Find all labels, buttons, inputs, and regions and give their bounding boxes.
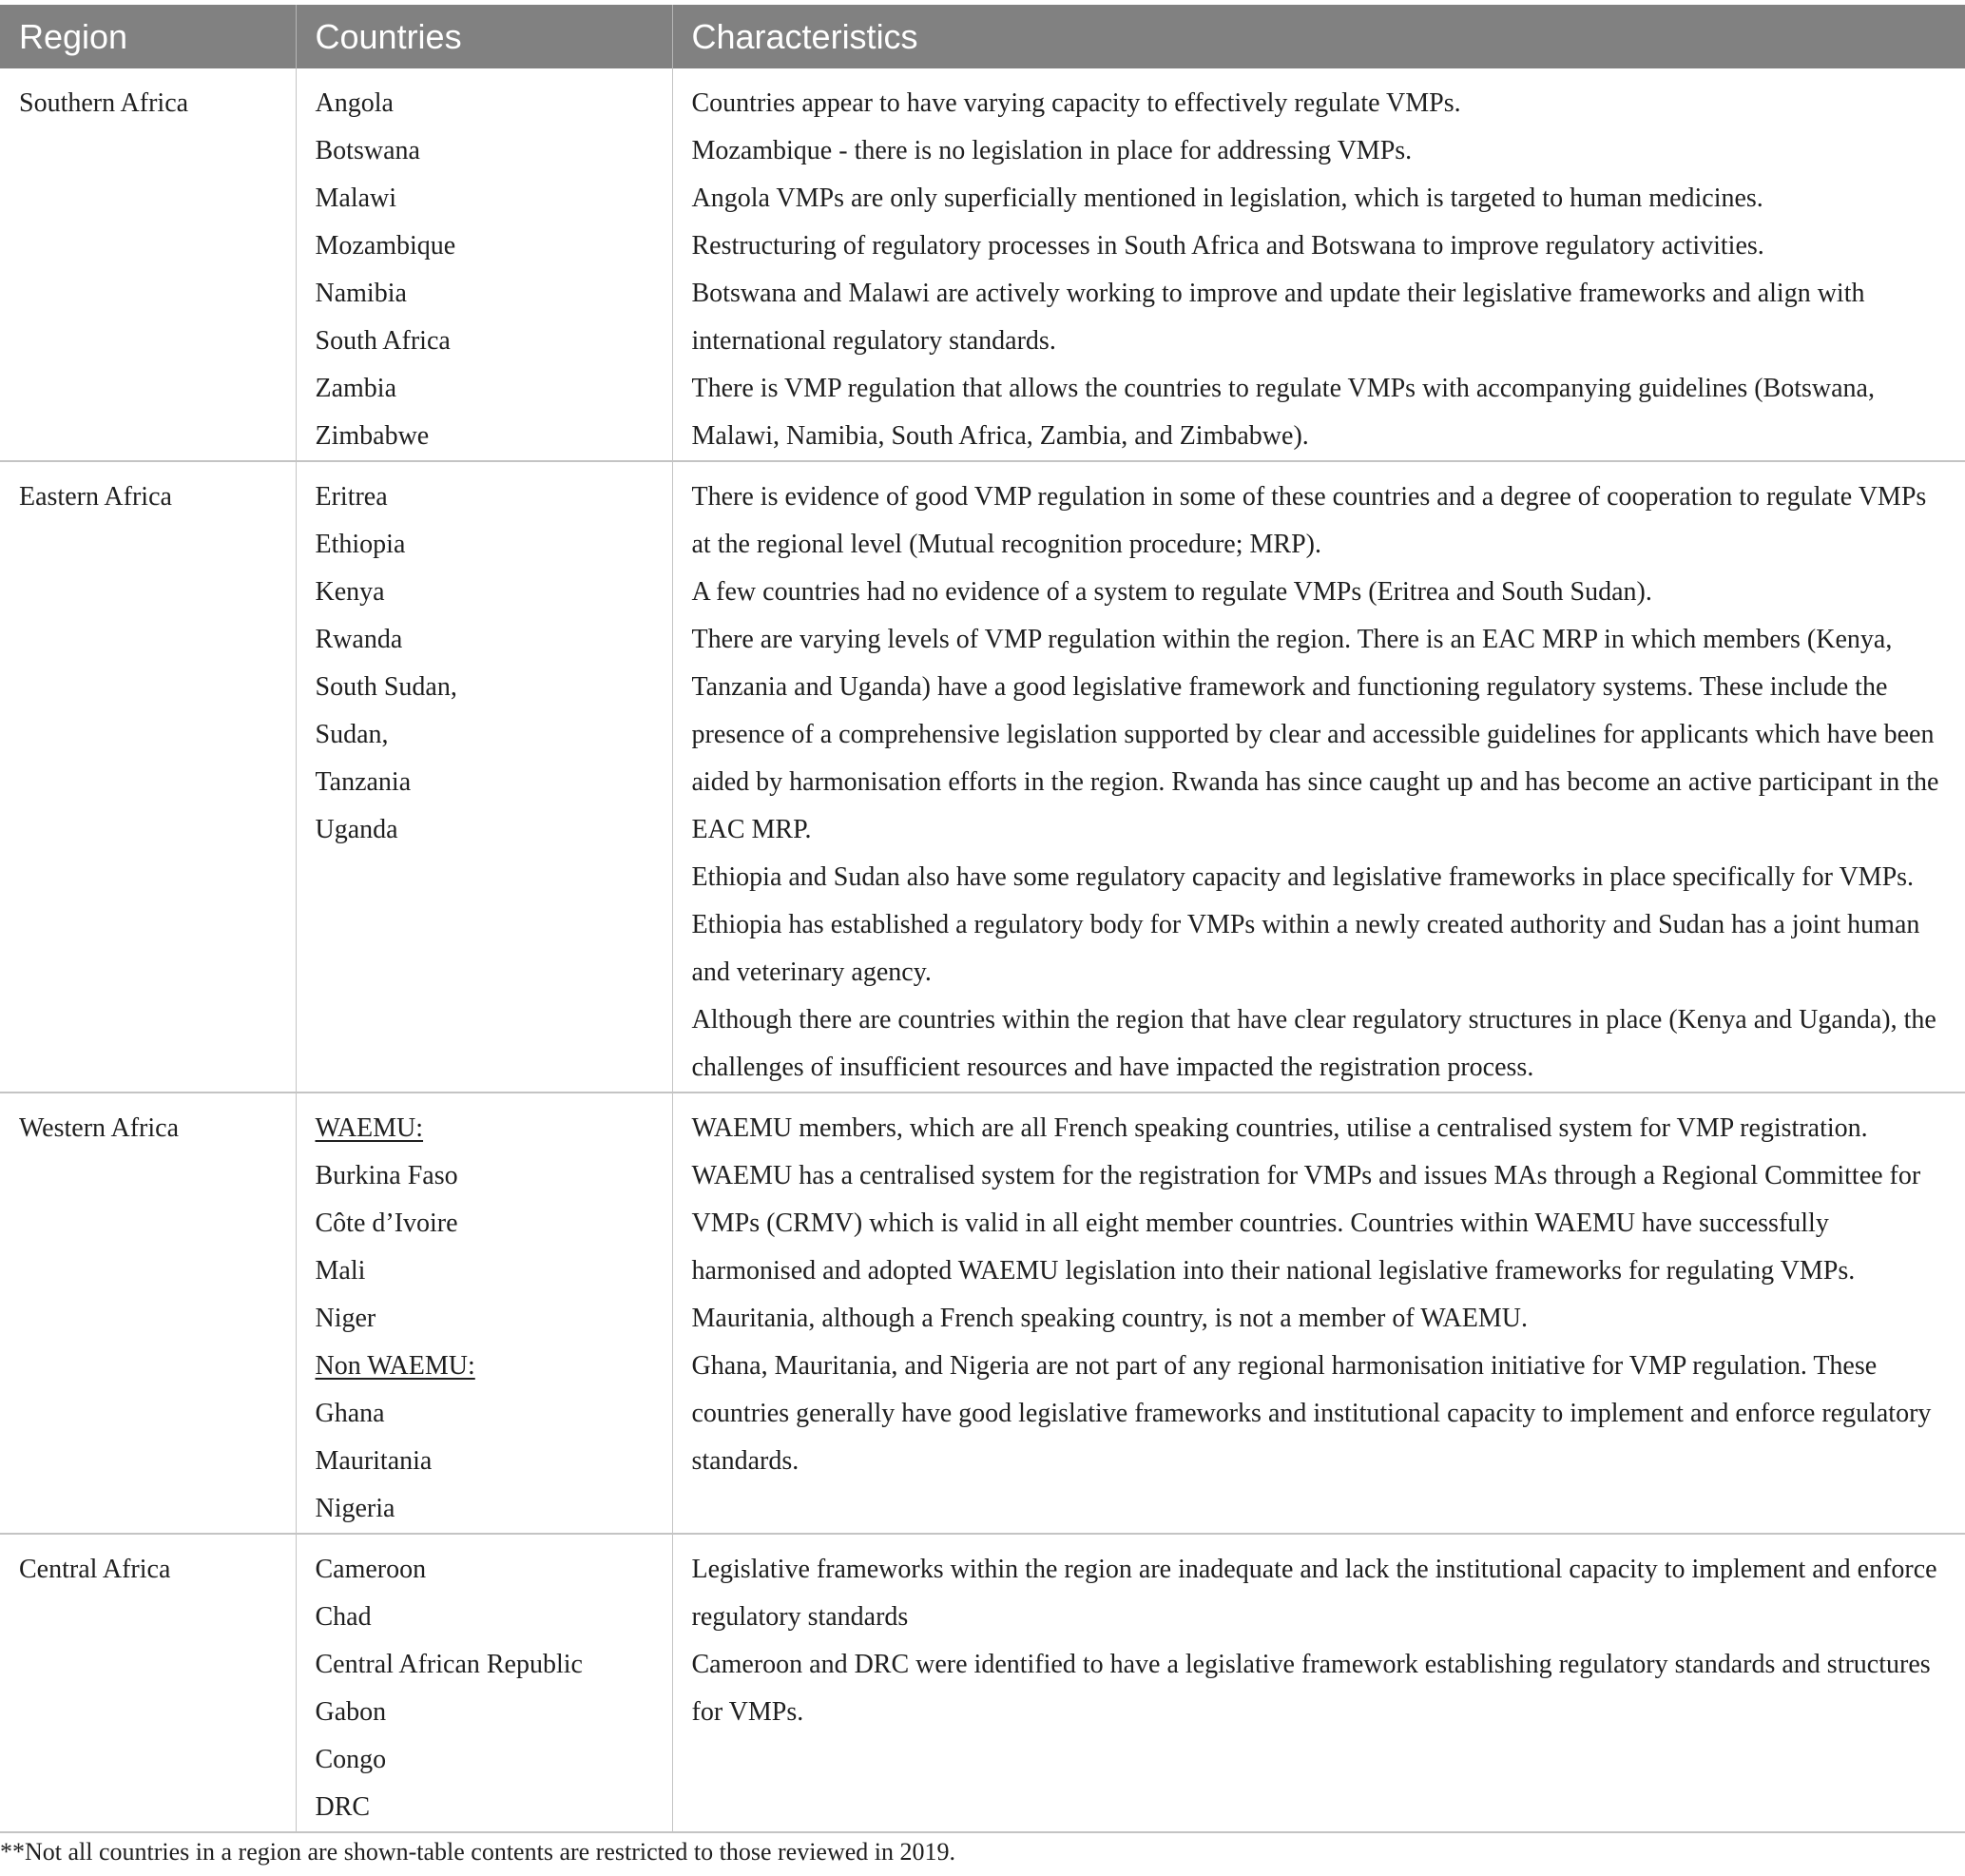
characteristic-paragraph: Although there are countries within the region that have clear regulatory structures in place (Kenya and Uganda), the challenges of insufficient resources and have impacted the registration process.	[691, 1005, 1936, 1082]
characteristic-paragraph: Countries appear to have varying capacity to effectively regulate VMPs.	[691, 88, 1461, 118]
country-item: Sudan,	[315, 720, 389, 749]
characteristic-paragraph: There are varying levels of VMP regulation within the region. There is an EAC MRP in which members (Kenya, Tanzania and Uganda) have a good legislative framework and functioning regulatory systems. These include the presence of a comprehensive legislation supported by clear and accessible guidelines for applicants which have been aided by harmonisation efforts in the region. Rwanda has since caught up and has become an active participant in the EAC MRP.	[691, 625, 1939, 844]
characteristic-paragraph: Mauritania, although a French speaking country, is not a member of WAEMU.	[691, 1304, 1528, 1333]
header-characteristics: Characteristics	[672, 5, 1965, 68]
region-cell: Southern Africa	[0, 68, 296, 461]
table-footnote: **Not all countries in a region are shown-table contents are restricted to those reviewed in 2019.	[0, 1838, 956, 1866]
characteristic-paragraph: Mozambique - there is no legislation in place for addressing VMPs.	[691, 136, 1413, 165]
country-item: DRC	[315, 1792, 371, 1822]
country-item: Zambia	[315, 374, 397, 403]
characteristic-paragraph: A few countries had no evidence of a system to regulate VMPs (Eritrea and South Sudan).	[691, 577, 1652, 607]
characteristic-paragraph: WAEMU has a centralised system for the registration for VMPs and issues MAs through a Regional Committee for VMPs (CRMV) which is valid in all eight member countries. Countries within WAEMU have successfully harmonised and adopted WAEMU legislation into their national legislative frameworks for regulating VMPs.	[691, 1161, 1921, 1286]
table-header-row	[0, 5, 1965, 68]
characteristic-paragraph: Cameroon and DRC were identified to have a legislative framework establishing regulatory standards and structures for VMPs.	[691, 1650, 1931, 1727]
country-item: Nigeria	[315, 1494, 395, 1523]
country-item: Cameroon	[315, 1555, 427, 1584]
region-cell: Eastern Africa	[0, 461, 296, 1093]
country-item: Mozambique	[315, 231, 456, 261]
characteristic-paragraph: There is VMP regulation that allows the countries to regulate VMPs with accompanying guidelines (Botswana, Malawi, Namibia, South Africa, Zambia, and Zimbabwe).	[691, 374, 1875, 451]
table-row	[0, 1093, 1965, 1534]
country-item: Rwanda	[315, 625, 403, 654]
characteristics-cell	[672, 68, 1965, 461]
country-item: Congo	[315, 1745, 387, 1774]
country-item: Niger	[315, 1304, 376, 1333]
country-item: South Sudan,	[315, 672, 457, 702]
characteristic-paragraph: WAEMU members, which are all French speaking countries, utilise a centralised system for VMP registration.	[691, 1113, 1868, 1143]
characteristics-cell	[672, 1093, 1965, 1534]
table-row	[0, 461, 1965, 1093]
country-item: Ethiopia	[315, 530, 406, 559]
characteristic-paragraph: Restructuring of regulatory processes in South Africa and Botswana to improve regulatory activities.	[691, 231, 1764, 261]
country-item: Chad	[315, 1602, 372, 1632]
waemu-subheading: WAEMU:	[315, 1113, 424, 1143]
country-item: Kenya	[315, 577, 385, 607]
country-item: Côte d’Ivoire	[315, 1209, 458, 1238]
table-row	[0, 1534, 1965, 1832]
country-item: Angola	[315, 88, 394, 118]
characteristics-cell	[672, 1534, 1965, 1832]
country-item: Malawi	[315, 184, 397, 213]
country-item: Botswana	[315, 136, 420, 165]
regulatory-characteristics-table	[0, 5, 1965, 1833]
country-item: Tanzania	[315, 767, 412, 797]
header-region: Region	[0, 5, 296, 68]
country-item: Zimbabwe	[315, 421, 430, 451]
country-item: Gabon	[315, 1697, 387, 1727]
table-row	[0, 68, 1965, 461]
characteristic-paragraph: Angola VMPs are only superficially mentioned in legislation, which is targeted to human medicines.	[691, 184, 1763, 213]
country-item: Central African Republic	[315, 1650, 583, 1679]
characteristic-paragraph: Ethiopia and Sudan also have some regulatory capacity and legislative frameworks in place specifically for VMPs. Ethiopia has established a regulatory body for VMPs within a newly created authority and Sudan has a joint human and veterinary agency.	[691, 862, 1920, 987]
characteristic-paragraph: Botswana and Malawi are actively working to improve and update their legislative frameworks and align with international regulatory standards.	[691, 279, 1865, 356]
country-item: Uganda	[315, 815, 398, 844]
characteristic-paragraph: Legislative frameworks within the region are inadequate and lack the institutional capacity to implement and enforce regulatory standards	[691, 1555, 1937, 1632]
country-item: South Africa	[315, 326, 451, 356]
country-item: Eritrea	[315, 482, 388, 512]
country-item: Namibia	[315, 279, 407, 308]
region-cell: Western Africa	[0, 1093, 296, 1534]
countries-cell	[296, 461, 672, 1093]
country-item: Ghana	[315, 1399, 385, 1428]
header-countries: Countries	[296, 5, 672, 68]
countries-cell	[296, 1093, 672, 1534]
characteristic-paragraph: There is evidence of good VMP regulation in some of these countries and a degree of cooperation to regulate VMPs at the regional level (Mutual recognition procedure; MRP).	[691, 482, 1927, 559]
region-cell: Central Africa	[0, 1534, 296, 1832]
non-waemu-subheading: Non WAEMU:	[315, 1351, 475, 1381]
characteristic-paragraph: Ghana, Mauritania, and Nigeria are not part of any regional harmonisation initiative for VMP regulation. These countries generally have good legislative frameworks and institutional capacity to implement and enforce regulatory standards.	[691, 1351, 1932, 1476]
country-item: Mauritania	[315, 1446, 433, 1476]
countries-cell	[296, 68, 672, 461]
countries-cell	[296, 1534, 672, 1832]
characteristics-cell	[672, 461, 1965, 1093]
country-item: Mali	[315, 1256, 366, 1286]
country-item: Burkina Faso	[315, 1161, 458, 1190]
